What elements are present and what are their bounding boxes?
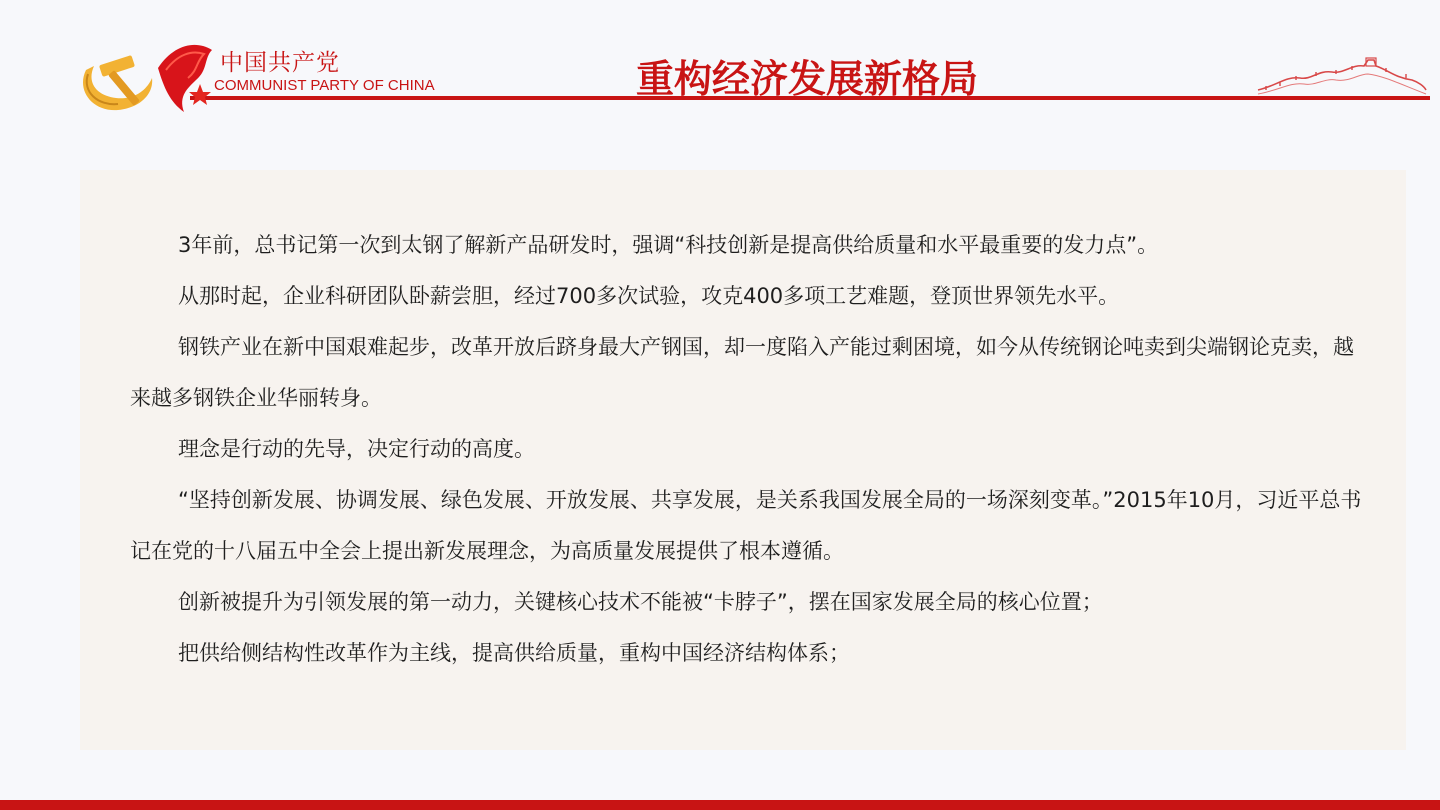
paragraph: 理念是行动的先导，决定行动的高度。 [178,437,535,461]
page-title: 重构经济发展新格局 [636,57,979,101]
paragraph: 把供给侧结构性改革作为主线，提高供给质量，重构中国经济结构体系； [178,641,850,665]
paragraph: 从那时起，企业科研团队卧薪尝胆，经过700多次试验，攻克400多项工艺难题，登顶世界领先水平。 [178,284,1120,308]
hammer-sickle-icon [66,40,216,120]
great-wall-icon [1256,56,1428,96]
paragraph: 钢铁产业在新中国艰难起步，改革开放后跻身最大产钢国，却一度陷入产能过剩困境，如今从传统钢论吨卖到尖端钢论克卖，越来越多钢铁企业华丽转身。 [130,335,1354,410]
brand-name-cn: 中国共产党 [220,50,340,76]
paragraph: 3年前，总书记第一次到太钢了解新产品研发时，强调“科技创新是提高供给质量和水平最重要的发力点”。 [178,233,1159,257]
brand-name-en: COMMUNIST PARTY OF CHINA [214,77,435,94]
footer-bar [0,800,1440,810]
paragraph: 创新被提升为引领发展的第一动力，关键核心技术不能被“卡脖子”，摆在国家发展全局的核心位置； [178,590,1103,614]
paragraph: “坚持创新发展、协调发展、绿色发展、开放发展、共享发展，是关系我国发展全局的一场深刻变革。”2015年10月，习近平总书记在党的十八届五中全会上提出新发展理念，为高质量发展提供了根本遵循。 [130,488,1362,563]
article-body [130,220,1364,679]
